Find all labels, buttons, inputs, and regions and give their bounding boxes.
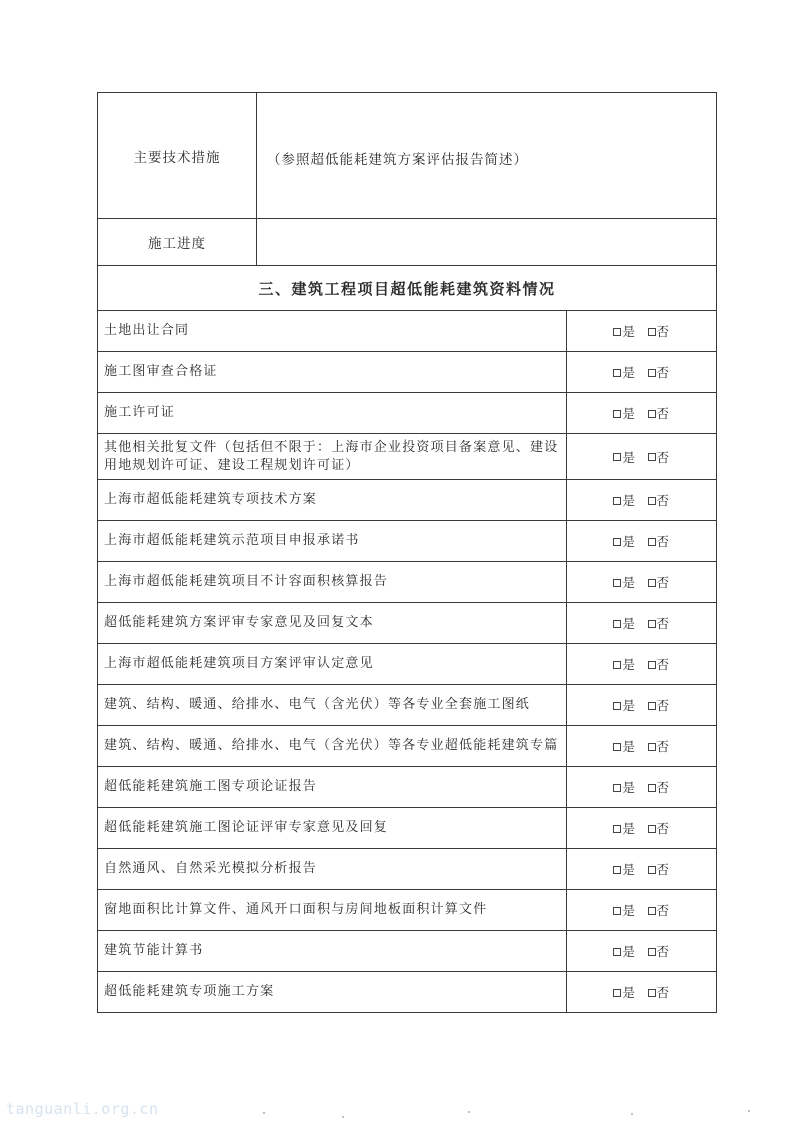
no-checkbox[interactable]	[648, 404, 670, 422]
no-label: 否	[656, 493, 670, 508]
yes-checkbox[interactable]	[613, 860, 635, 878]
checkbox-square-icon	[613, 369, 621, 377]
yes-label: 是	[622, 780, 636, 795]
document-name: 施工图审查合格证	[98, 352, 567, 392]
yes-label: 是	[622, 365, 636, 380]
document-row	[98, 685, 716, 726]
document-row	[98, 931, 716, 972]
document-row	[98, 849, 716, 890]
section-title: 三、建筑工程项目超低能耗建筑资料情况	[98, 266, 716, 311]
no-label: 否	[656, 903, 670, 918]
document-name: 其他相关批复文件（包括但不限于：上海市企业投资项目备案意见、建设用地规划许可证、建设工程规划许可证）	[98, 434, 567, 479]
yes-label: 是	[622, 657, 636, 672]
yes-label: 是	[622, 862, 636, 877]
document-name: 自然通风、自然采光模拟分析报告	[98, 849, 567, 889]
document-row	[98, 726, 716, 767]
scan-speck	[631, 1113, 633, 1115]
checkbox-square-icon	[613, 989, 621, 997]
document-name: 上海市超低能耗建筑项目方案评审认定意见	[98, 644, 567, 684]
no-checkbox[interactable]	[648, 819, 670, 837]
yes-no-choice	[567, 931, 716, 971]
form-table	[97, 92, 717, 1013]
no-label: 否	[656, 780, 670, 795]
checkbox-square-icon	[648, 989, 656, 997]
document-name: 土地出让合同	[98, 311, 567, 351]
checkbox-square-icon	[613, 866, 621, 874]
checkbox-square-icon	[613, 825, 621, 833]
yes-label: 是	[622, 985, 636, 1000]
checkbox-square-icon	[613, 410, 621, 418]
scan-speck	[468, 1111, 470, 1113]
no-label: 否	[656, 698, 670, 713]
yes-no-choice	[567, 644, 716, 684]
checkbox-square-icon	[648, 328, 656, 336]
no-label: 否	[656, 944, 670, 959]
checkbox-square-icon	[648, 579, 656, 587]
yes-no-choice	[567, 393, 716, 433]
yes-checkbox[interactable]	[613, 655, 635, 673]
yes-no-choice	[567, 849, 716, 889]
yes-label: 是	[622, 575, 636, 590]
yes-checkbox[interactable]	[613, 901, 635, 919]
document-name: 建筑、结构、暖通、给排水、电气（含光伏）等各专业全套施工图纸	[98, 685, 567, 725]
yes-no-choice	[567, 480, 716, 520]
checkbox-square-icon	[648, 620, 656, 628]
technical-measures-label: 主要技术措施	[98, 93, 257, 218]
checkbox-square-icon	[648, 453, 656, 461]
no-checkbox[interactable]	[648, 322, 670, 340]
yes-no-choice	[567, 808, 716, 848]
yes-label: 是	[622, 903, 636, 918]
document-name: 上海市超低能耗建筑项目不计容面积核算报告	[98, 562, 567, 602]
yes-no-choice	[567, 685, 716, 725]
yes-checkbox[interactable]	[613, 614, 635, 632]
no-label: 否	[656, 575, 670, 590]
document-name: 超低能耗建筑方案评审专家意见及回复文本	[98, 603, 567, 643]
checkbox-square-icon	[613, 948, 621, 956]
yes-checkbox[interactable]	[613, 448, 635, 466]
row-technical-measures	[98, 93, 716, 219]
no-checkbox[interactable]	[648, 491, 670, 509]
no-label: 否	[656, 657, 670, 672]
checkbox-square-icon	[613, 579, 621, 587]
yes-no-choice	[567, 890, 716, 930]
checkbox-square-icon	[648, 784, 656, 792]
no-checkbox[interactable]	[648, 573, 670, 591]
yes-no-choice	[567, 972, 716, 1012]
row-construction-progress	[98, 219, 716, 266]
yes-checkbox[interactable]	[613, 819, 635, 837]
document-name: 上海市超低能耗建筑专项技术方案	[98, 480, 567, 520]
yes-no-choice	[567, 521, 716, 561]
no-label: 否	[656, 449, 670, 465]
documents-list	[98, 311, 716, 1013]
no-label: 否	[656, 739, 670, 754]
yes-checkbox[interactable]	[613, 778, 635, 796]
yes-no-choice	[567, 562, 716, 602]
no-checkbox[interactable]	[648, 942, 670, 960]
no-checkbox[interactable]	[648, 901, 670, 919]
yes-checkbox[interactable]	[613, 573, 635, 591]
no-checkbox[interactable]	[648, 860, 670, 878]
document-name: 超低能耗建筑施工图论证评审专家意见及回复	[98, 808, 567, 848]
checkbox-square-icon	[613, 328, 621, 336]
yes-label: 是	[622, 449, 636, 465]
yes-label: 是	[622, 944, 636, 959]
document-row	[98, 972, 716, 1013]
checkbox-square-icon	[613, 907, 621, 915]
document-row	[98, 767, 716, 808]
no-checkbox[interactable]	[648, 737, 670, 755]
yes-label: 是	[622, 324, 636, 339]
document-name: 建筑节能计算书	[98, 931, 567, 971]
checkbox-square-icon	[648, 702, 656, 710]
document-row	[98, 808, 716, 849]
yes-label: 是	[622, 616, 636, 631]
no-label: 否	[656, 406, 670, 421]
document-row	[98, 480, 716, 521]
document-name: 施工许可证	[98, 393, 567, 433]
scan-speck	[748, 1110, 750, 1112]
document-name: 上海市超低能耗建筑示范项目申报承诺书	[98, 521, 567, 561]
no-checkbox[interactable]	[648, 696, 670, 714]
yes-label: 是	[622, 406, 636, 421]
yes-checkbox[interactable]	[613, 363, 635, 381]
construction-progress-content	[257, 219, 716, 265]
document-row	[98, 890, 716, 931]
checkbox-square-icon	[613, 702, 621, 710]
checkbox-square-icon	[613, 661, 621, 669]
watermark: tanguanli.org.cn	[6, 1100, 159, 1118]
checkbox-square-icon	[648, 497, 656, 505]
yes-checkbox[interactable]	[613, 404, 635, 422]
yes-label: 是	[622, 493, 636, 508]
document-name: 窗地面积比计算文件、通风开口面积与房间地板面积计算文件	[98, 890, 567, 930]
checkbox-square-icon	[613, 743, 621, 751]
document-row	[98, 393, 716, 434]
scan-speck	[342, 1116, 344, 1118]
checkbox-square-icon	[648, 907, 656, 915]
checkbox-square-icon	[613, 620, 621, 628]
yes-checkbox[interactable]	[613, 942, 635, 960]
no-checkbox[interactable]	[648, 983, 670, 1001]
scan-speck	[263, 1112, 265, 1114]
yes-label: 是	[622, 739, 636, 754]
yes-no-choice	[567, 726, 716, 766]
technical-measures-content: （参照超低能耗建筑方案评估报告简述）	[267, 152, 528, 168]
document-row	[98, 434, 716, 480]
no-label: 否	[656, 365, 670, 380]
checkbox-square-icon	[613, 497, 621, 505]
yes-checkbox[interactable]	[613, 491, 635, 509]
document-row	[98, 603, 716, 644]
yes-no-choice	[567, 311, 716, 351]
yes-checkbox[interactable]	[613, 983, 635, 1001]
checkbox-square-icon	[648, 743, 656, 751]
yes-no-choice	[567, 767, 716, 807]
checkbox-square-icon	[613, 453, 621, 461]
no-label: 否	[656, 534, 670, 549]
checkbox-square-icon	[648, 369, 656, 377]
yes-checkbox[interactable]	[613, 737, 635, 755]
checkbox-square-icon	[648, 948, 656, 956]
checkbox-square-icon	[613, 538, 621, 546]
yes-checkbox[interactable]	[613, 322, 635, 340]
document-row	[98, 644, 716, 685]
no-checkbox[interactable]	[648, 655, 670, 673]
document-row	[98, 311, 716, 352]
checkbox-square-icon	[648, 825, 656, 833]
no-label: 否	[656, 985, 670, 1000]
checkbox-square-icon	[648, 410, 656, 418]
yes-label: 是	[622, 821, 636, 836]
no-label: 否	[656, 616, 670, 631]
checkbox-square-icon	[648, 866, 656, 874]
no-checkbox[interactable]	[648, 778, 670, 796]
document-row	[98, 352, 716, 393]
no-label: 否	[656, 862, 670, 877]
yes-no-choice	[567, 434, 716, 479]
yes-checkbox[interactable]	[613, 696, 635, 714]
yes-checkbox[interactable]	[613, 532, 635, 550]
checkbox-square-icon	[613, 784, 621, 792]
no-checkbox[interactable]	[648, 532, 670, 550]
checkbox-square-icon	[648, 538, 656, 546]
document-row	[98, 521, 716, 562]
checkbox-square-icon	[648, 661, 656, 669]
yes-no-choice	[567, 603, 716, 643]
no-checkbox[interactable]	[648, 448, 670, 466]
no-label: 否	[656, 821, 670, 836]
yes-no-choice	[567, 352, 716, 392]
no-label: 否	[656, 324, 670, 339]
construction-progress-label: 施工进度	[98, 219, 257, 265]
document-name: 超低能耗建筑施工图专项论证报告	[98, 767, 567, 807]
document-row	[98, 562, 716, 603]
yes-label: 是	[622, 534, 636, 549]
no-checkbox[interactable]	[648, 614, 670, 632]
no-checkbox[interactable]	[648, 363, 670, 381]
document-name: 建筑、结构、暖通、给排水、电气（含光伏）等各专业超低能耗建筑专篇	[98, 726, 567, 766]
yes-label: 是	[622, 698, 636, 713]
document-name: 超低能耗建筑专项施工方案	[98, 972, 567, 1012]
